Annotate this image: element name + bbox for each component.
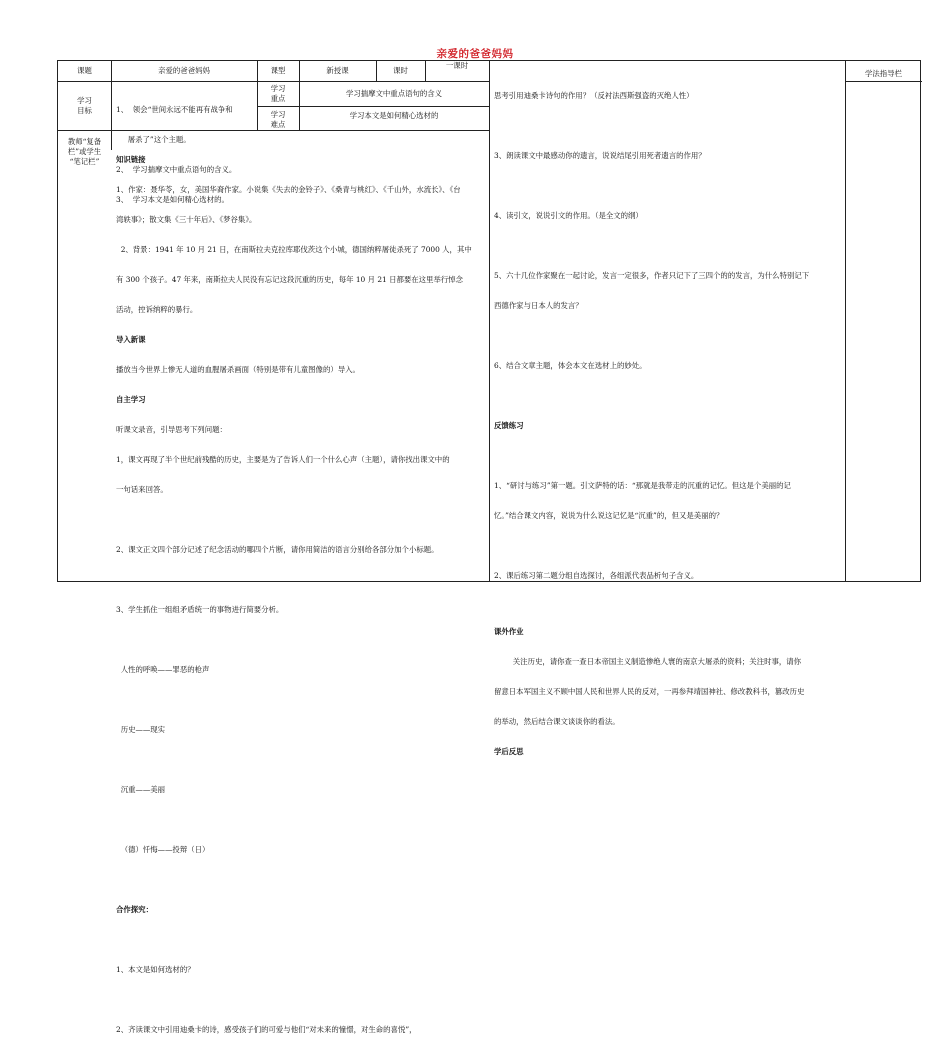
cooperation-heading: 合作探究： (116, 905, 153, 914)
feedback-heading: 反馈练习 (494, 421, 524, 430)
homework-heading: 课外作业 (494, 627, 524, 636)
method-guide-label: 学法指导栏 (865, 69, 902, 78)
key-row-line (257, 106, 489, 107)
notes-label-line: “笔记栏” (69, 157, 100, 166)
feedback-1: 1、“研讨与练习”第一题。引文萨特的话：“那就是我带走的沉重的记忆。但这是个美丽的记 (494, 481, 791, 490)
goal-item: 1、 领会“世间永远不能再有战争和 (116, 105, 233, 114)
contrast-pair: 沉重——美丽 (116, 785, 166, 794)
feedback-2: 2、课后练习第二题分组自选探讨，各组派代表品析句子含义。 (494, 571, 699, 580)
knowledge-line: 有 300 个孩子。47 年来，南斯拉夫人民没有忘记这段沉重的历史，每年 10 月 21 日都要在这里举行悼念 (116, 275, 464, 284)
homework-line: 关注历史，请你查一查日本帝国主义制造惨绝人寰的南京大屠杀的资料；关注时事，请你 (494, 657, 802, 666)
cooperation-question-1: 1、本文是如何选材的？ (116, 965, 195, 974)
contrast-pair: 人性的呼唤——罪恶的枪声 (116, 665, 210, 674)
goals-label-line2: 目标 (77, 106, 92, 115)
middle-question-6: 6、结合文章主题，体会本文在选材上的妙处。 (494, 361, 647, 370)
goals-label (58, 96, 111, 116)
main-content (116, 135, 486, 1055)
self-study-line: 1，课文再现了半个世纪前残酷的历史，主要是为了告诉人们一个什么心声（主题），请你找出课文中的 (116, 455, 450, 464)
question-2: 2、课文正文四个部分记述了纪念活动的哪四个片断，请你用简洁的语言分别给各部分加个小标题。 (116, 545, 439, 554)
key-label-line1: 学习 (270, 84, 286, 93)
goal-item: 2、 学习揣摩文中重点语句的含义。 (116, 165, 237, 174)
key-label-line2: 重点 (270, 94, 286, 103)
subject-value: 亲爱的爸爸妈妈 (158, 66, 210, 75)
middle-question-5: 5、六十几位作家聚在一起讨论，发言一定很多，作者只记下了三四个的的发言，为什么特别记下 (494, 271, 810, 280)
notes-column-label (58, 137, 111, 167)
contrast-pair: 历史——现实 (116, 725, 166, 734)
knowledge-line: 湾轶事》；散文集《三十年后》、《梦谷集》。 (116, 215, 257, 224)
difficulty-label-line1: 学习 (270, 110, 286, 119)
knowledge-line: 活动，控诉纳粹的暴行。 (116, 305, 198, 314)
subject-label: 课题 (77, 66, 92, 75)
header-row-line (58, 81, 489, 82)
middle-question-5: 西德作家与日本人的发言？ (494, 301, 583, 310)
intro-heading: 导入新课 (116, 335, 146, 344)
homework-line: 的举动，然后结合课文谈谈你的看法。 (494, 717, 620, 726)
knowledge-line: 1、作家：聂华苓，女，美国华裔作家。小说集《失去的金铃子》、《桑青与桃红》、《千山外，水流长》、《台 (116, 185, 461, 194)
reflection-heading: 学后反思 (494, 747, 524, 756)
self-study-heading: 自主学习 (116, 395, 146, 404)
question-3: 3、学生抓住一组组矛盾统一的事物进行简要分析。 (116, 605, 284, 614)
self-study-line: 一句话来回答。 (116, 485, 168, 494)
hours-value: 一课时 (445, 61, 469, 70)
middle-divider (489, 61, 490, 581)
type-value: 新授课 (326, 66, 349, 75)
type-label: 课型 (270, 66, 286, 75)
notes-label-line: 教师“复备 (67, 137, 102, 146)
knowledge-line: 2、背景：1941 年 10 月 21 日，在南斯拉夫克拉库耶伐茨这个小城，德国纳粹屠徒杀死了 7000 人，其中 (116, 245, 472, 254)
goal-item: 屠杀了”这个主题。 (116, 135, 191, 144)
key-value: 学习揣摩文中重点语句的含义 (345, 89, 443, 98)
difficulty-label-line2: 难点 (270, 120, 286, 129)
contrast-pair: （德）忏悔——投辩（日） (116, 845, 210, 854)
key-label (257, 84, 299, 104)
cooperation-question-2: 2、齐读课文中引用迪桑卡的诗，感受孩子们的可爱与他们“对未来的憧憬，对生命的喜悦”， (116, 1025, 417, 1034)
middle-question-3: 3、朗读课文中最感动你的遗言，说说结尾引用死者遗言的作用？ (494, 151, 706, 160)
difficulty-label (257, 110, 299, 130)
homework-line: 留意日本军国主义不顾中国人民和世界人民的反对，一再参拜靖国神社、修改教科书，篡改历史 (494, 687, 805, 696)
difficulty-value: 学习本文是如何精心选材的 (349, 111, 439, 120)
page-title: 亲爱的爸爸妈妈 (436, 48, 514, 60)
goal-item: 3、 学习本文是如何精心选材的。 (116, 195, 229, 204)
self-study-line: 听课文录音，引导思考下列问题： (116, 425, 227, 434)
intro-line: 播放当今世界上惨无人道的血腥屠杀画面（特别是带有儿童图像的）导入。 (116, 365, 360, 374)
notes-label-line: 栏”或学生 (67, 147, 102, 156)
right-divider (845, 61, 846, 581)
hours-label: 课时 (393, 66, 408, 75)
middle-line-1: 思考引用迪桑卡诗句的作用？（反衬法西斯强盗的灭绝人性） (494, 91, 694, 100)
middle-content (494, 71, 842, 777)
right-header-line (845, 81, 922, 82)
feedback-1: 忆。”结合课文内容，说说为什么说这记忆是“沉重”的，但又是美丽的？ (494, 511, 724, 520)
lesson-plan-table (57, 60, 921, 1034)
goals-label-line1: 学习 (77, 96, 92, 105)
middle-question-4: 4、读引文，说说引文的作用。（是全文的纲） (494, 211, 643, 220)
knowledge-heading: 知识链接 (116, 155, 146, 164)
